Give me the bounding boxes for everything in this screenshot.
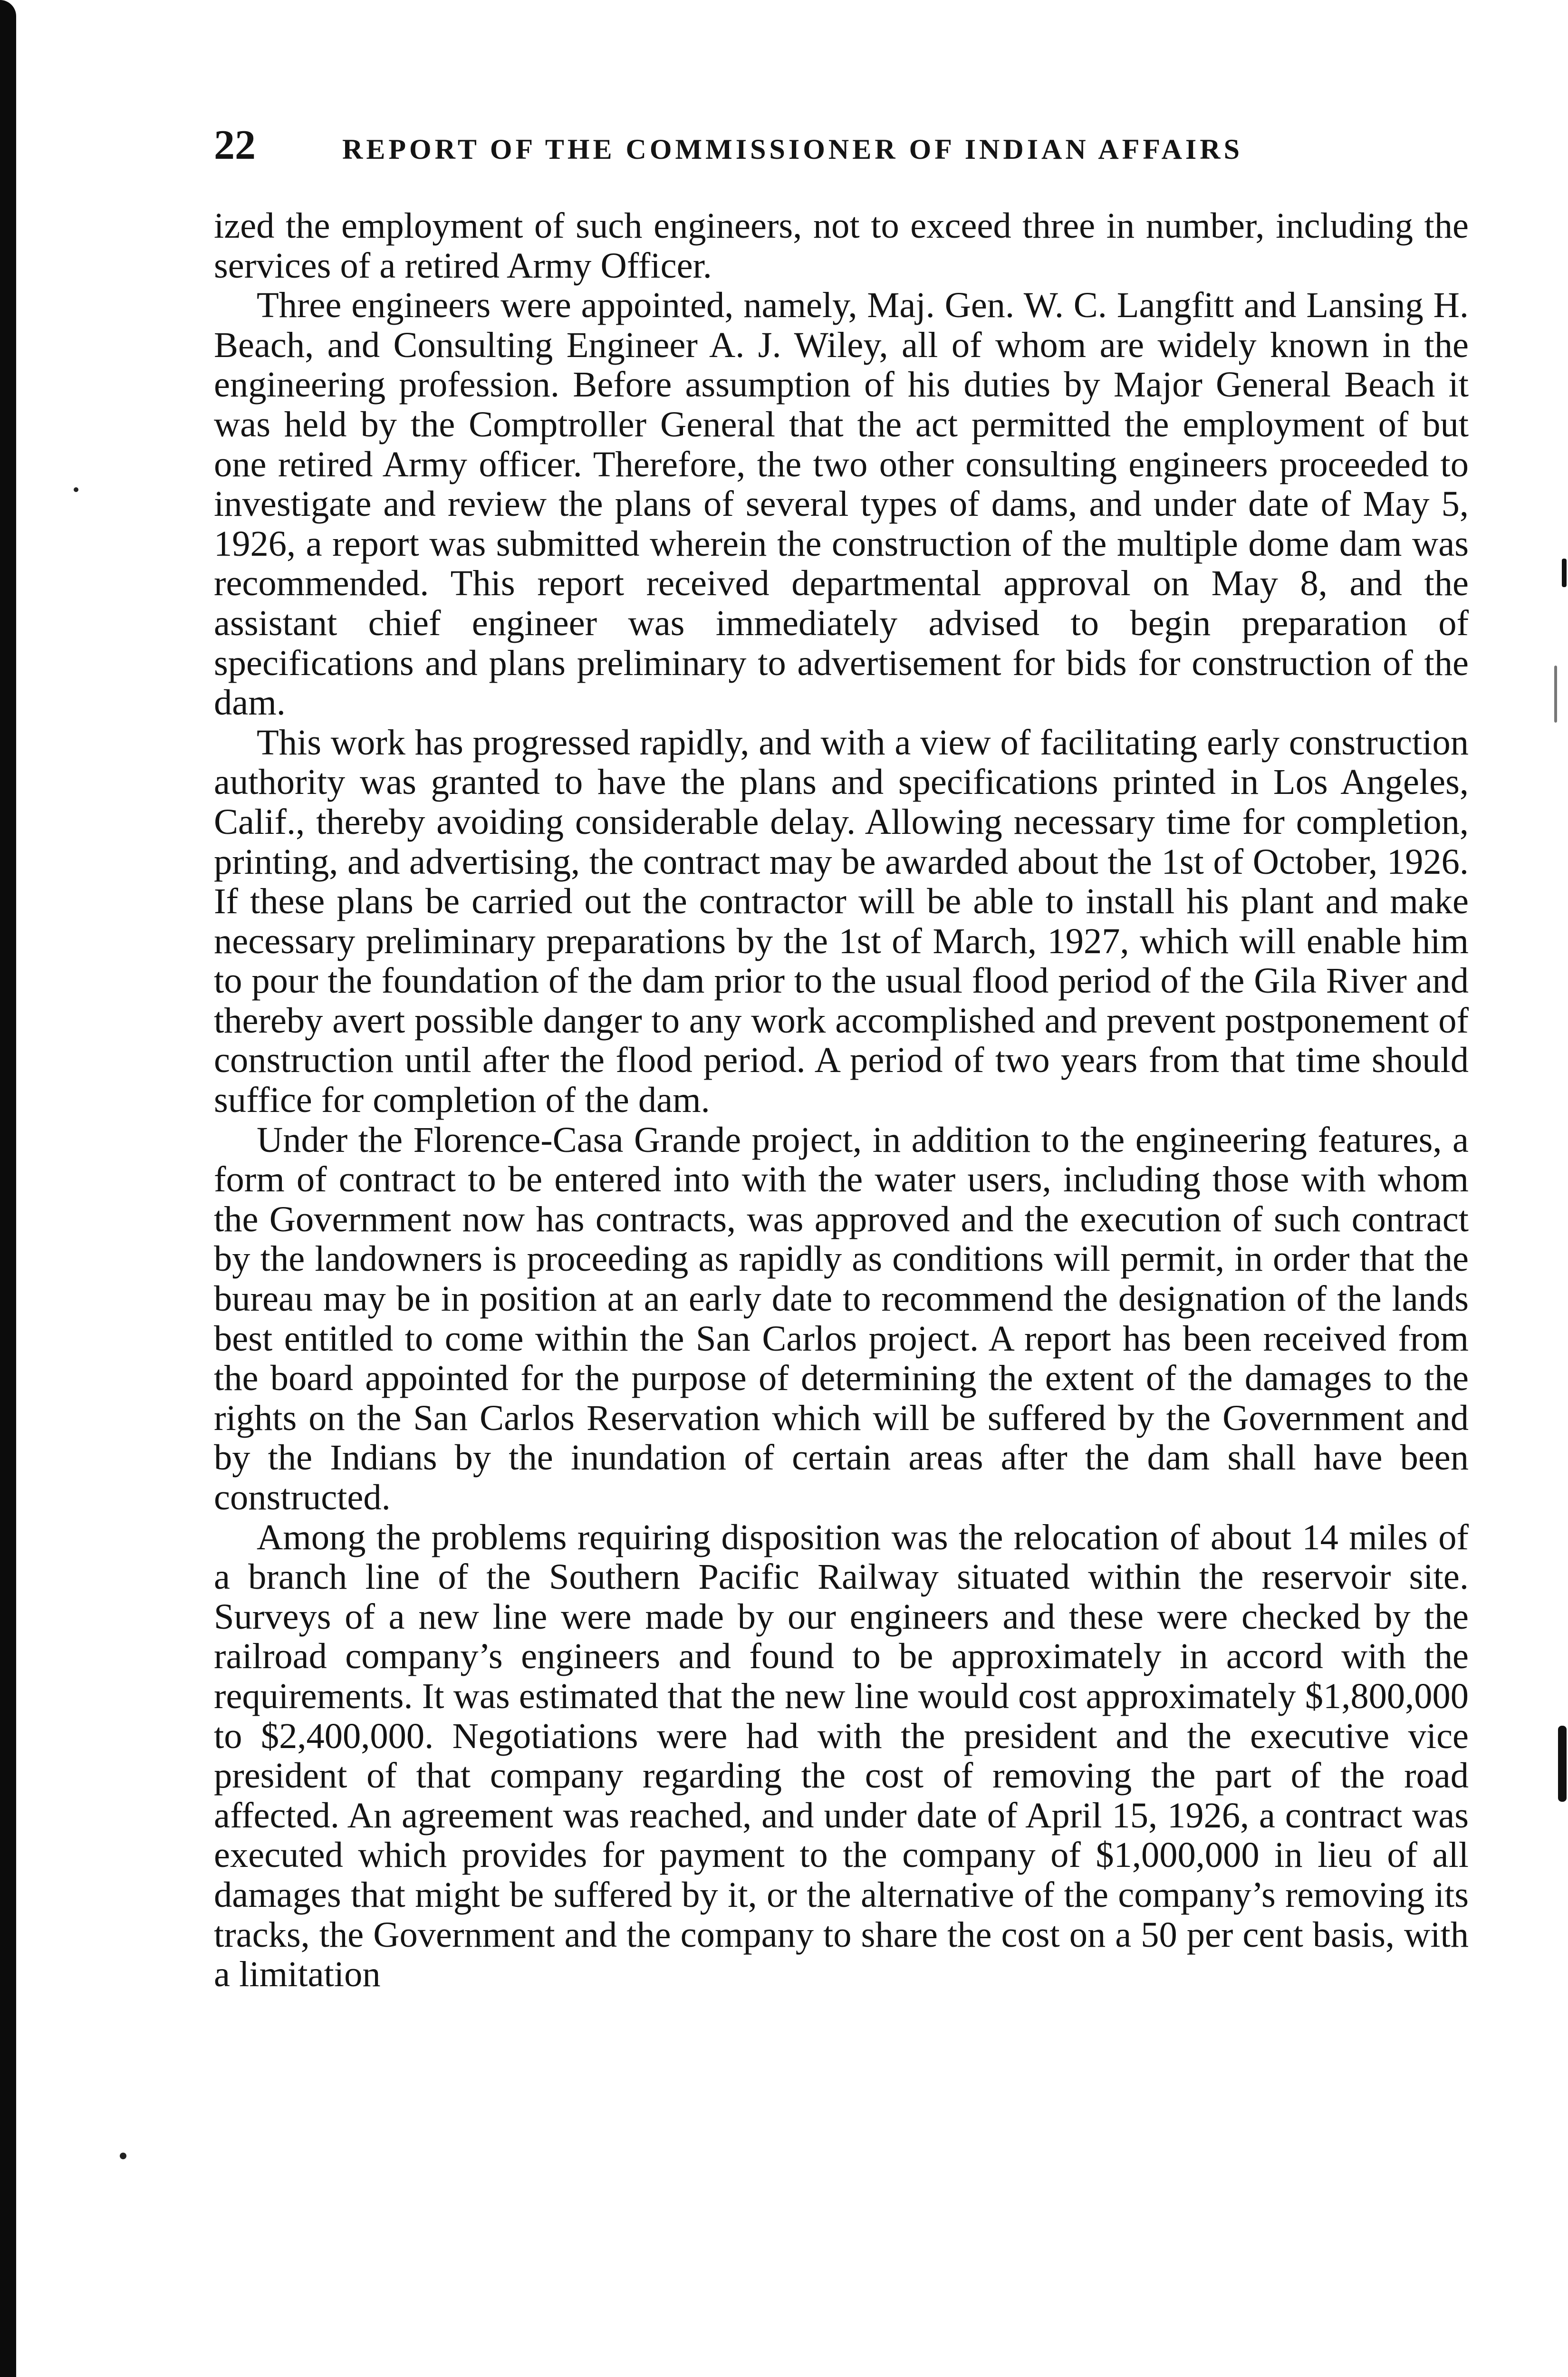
paragraph-railway-relocation: Among the problems requiring disposition was the relocation of about 14 miles of a branch line of the Southern Pacific Railway situated within the reservoir site. Surveys of a new line were made by our engineers and these were checked by the railroad company’s engineers and found to be approximately in accord with the requirements. It was estimated that the new line would cost approximately $1,800,000 to $2,400,000. Negotiations were had with the president and the executive vice president of that company regarding the cost of removing the part of the road affected. An agreement was reached, and under date of April 15, 1926, a contract was executed which provides for payment to the company of $1,000,000 in lieu of all damages that might be suffered by it, or the alternative of the company’s removing its tracks, the Government and the company to share the cost on a 50 per cent basis, with a limitation (214, 1517, 1469, 1995)
page-number: 22 (214, 122, 256, 168)
scan-margin-mark (1562, 559, 1567, 587)
scan-page-edge-left (0, 0, 16, 2377)
scan-margin-mark (1554, 666, 1557, 723)
body-text (214, 206, 1469, 1994)
scan-margin-mark (1558, 1726, 1567, 1802)
scan-speck (74, 487, 78, 492)
scan-speck (120, 2153, 126, 2159)
running-header (214, 121, 1469, 174)
paragraph-continuation: ized the employment of such engineers, not to exceed three in number, including the services of a retired Army Officer. (214, 205, 1469, 286)
document-page (214, 121, 1469, 1994)
paragraph-work-progress: This work has progressed rapidly, and with a view of facilitating early construction authority was granted to have the plans and specifications printed in Los Angeles, Calif., thereby avoiding considerable delay. Allowing necessary time for completion, printing, and advertising, the contract may be awarded about the 1st of October, 1926. If these plans be carried out the contractor will be able to install his plant and make necessary preliminary preparations by the 1st of March, 1927, which will enable him to pour the foundation of the dam prior to the usual flood period of the Gila River and thereby avert possible danger to any work accomplished and prevent postponement of construction until after the flood period. A period of two years from that time should suffice for completion of the dam. (214, 722, 1469, 1121)
paragraph-engineers-appointed: Three engineers were appointed, namely, Maj. Gen. W. C. Langfitt and Lansing H. Beach, and Consulting Engineer A. J. Wiley, all of whom are widely known in the engineering profession. Before assumption of his duties by Major General Beach it was held by the Comptroller General that the act permitted the employment of but one retired Army officer. Therefore, the two other consulting engineers proceeded to investigate and review the plans of several types of dams, and under date of May 5, 1926, a report was submitted wherein the construction of the multiple dome dam was recommended. This report received departmental approval on May 8, and the assistant chief engineer was immediately advised to begin preparation of specifications and plans preliminary to advertisement for bids for construction of the dam. (214, 285, 1469, 723)
paragraph-florence-casa-grande: Under the Florence-Casa Grande project, in addition to the engineering features, a form of contract to be entered into with the water users, including those with whom the Government now has contracts, was approved and the execution of such contract by the landowners is proceeding as rapidly as conditions will permit, in order that the bureau may be in position at an early date to recommend the designation of the lands best entitled to come within the San Carlos project. A report has been received from the board appointed for the purpose of determining the extent of the damages to the rights on the San Carlos Reservation which will be suffered by the Government and by the Indians by the inundation of certain areas after the dam shall have been constructed. (214, 1119, 1469, 1517)
running-header-title: REPORT OF THE COMMISSIONER OF INDIAN AFFAIRS (342, 134, 1243, 165)
